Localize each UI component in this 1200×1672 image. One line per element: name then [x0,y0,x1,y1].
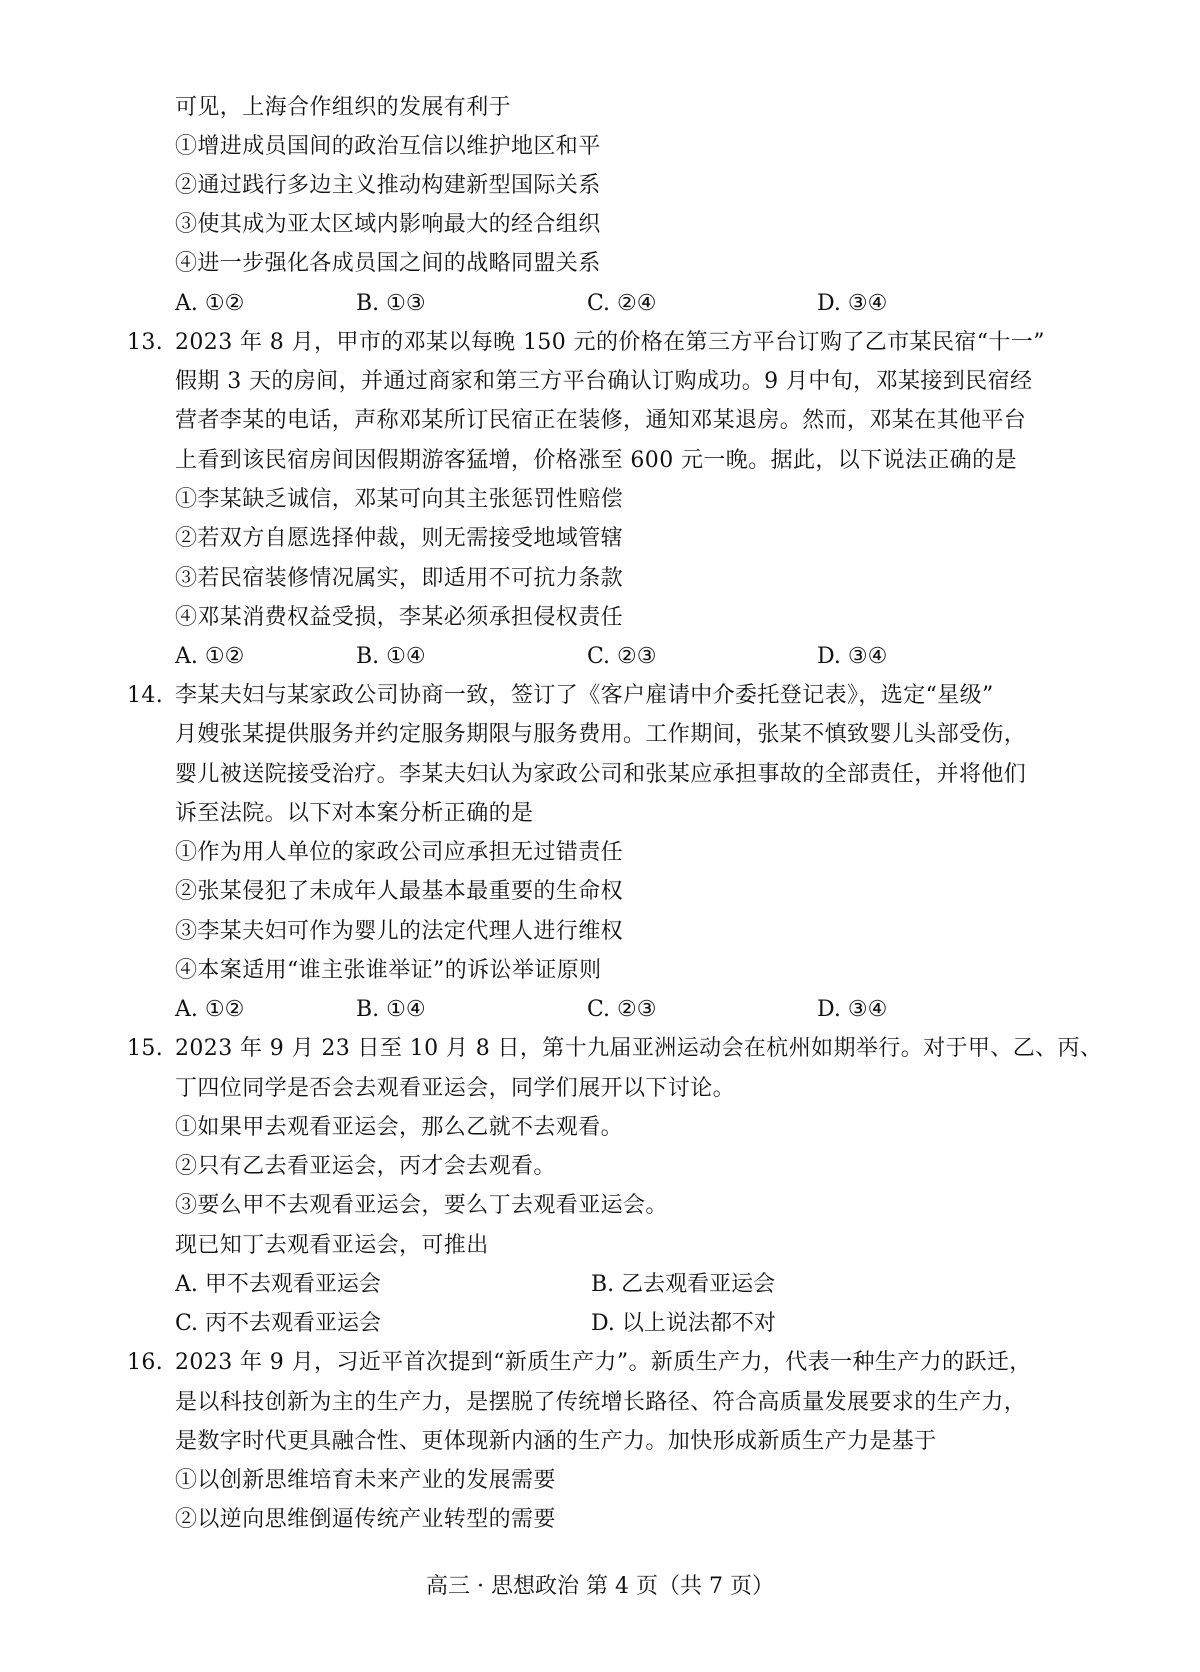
q14-option-d: D. ③④ [817,997,888,1022]
q14-stem-line-4: 诉至法院。以下对本案分析正确的是 [175,801,534,826]
q12-option-a: A. ①② [175,291,245,316]
q14-item-1: ①作为用人单位的家政公司应承担无过错责任 [175,840,624,865]
q16-stem-line-3: 是数字时代更具融合性、更体现新内涵的生产力。加快形成新质生产力是基于 [175,1429,937,1454]
q12-stem: 可见，上海合作组织的发展有利于 [175,95,512,120]
q14-item-3: ③李某夫妇可作为婴儿的法定代理人进行维权 [175,919,624,944]
q13-item-1: ①李某缺乏诚信，邓某可向其主张惩罚性赔偿 [175,487,624,512]
q15-stem-line-1: 2023 年 9 月 23 日至 10 月 8 日，第十九届亚洲运动会在杭州如期举行。对于甲、乙、丙、 [175,1036,1103,1061]
q12-option-b: B. ①③ [356,291,426,316]
q15-option-d: D. 以上说法都不对 [591,1311,776,1336]
q16-item-2: ②以逆向思维倒逼传统产业转型的需要 [175,1507,556,1532]
q14-stem-line-3: 婴儿被送院接受治疗。李某夫妇认为家政公司和张某应承担事故的全部责任，并将他们 [175,762,1027,787]
q14-stem-line-2: 月嫂张某提供服务并约定服务期限与服务费用。工作期间，张某不慎致婴儿头部受伤， [175,722,1027,747]
q12-option-d: D. ③④ [817,291,888,316]
q16-item-1: ①以创新思维培育未来产业的发展需要 [175,1468,556,1493]
q15-conclusion: 现已知丁去观看亚运会，可推出 [175,1233,489,1258]
q15-option-b: B. 乙去观看亚运会 [591,1272,776,1297]
q13-stem-line-1: 2023 年 8 月，甲市的邓某以每晚 150 元的价格在第三方平台订购了乙市某民宿“十一” [175,330,1045,355]
q12-item-3: ③使其成为亚太区域内影响最大的经合组织 [175,212,601,237]
q14-item-2: ②张某侵犯了未成年人最基本最重要的生命权 [175,879,624,904]
q12-item-4: ④进一步强化各成员国之间的战略同盟关系 [175,251,601,276]
q13-item-3: ③若民宿装修情况属实，即适用不可抗力条款 [175,566,624,591]
q15-item-1: ①如果甲去观看亚运会，那么乙就不去观看。 [175,1115,624,1140]
q15-number: 15. [127,1036,164,1061]
q14-option-c: C. ②③ [587,997,657,1022]
q13-option-a: A. ①② [175,644,245,669]
q14-number: 14. [127,683,164,708]
q14-option-b: B. ①④ [356,997,426,1022]
q15-stem-line-2: 丁四位同学是否会去观看亚运会，同学们展开以下讨论。 [175,1076,736,1101]
q16-stem-line-1: 2023 年 9 月，习近平首次提到“新质生产力”。新质生产力，代表一种生产力的跃迁， [175,1350,1032,1375]
q13-stem-line-3: 营者李某的电话，声称邓某所订民宿正在装修，通知邓某退房。然而，邓某在其他平台 [175,408,1027,433]
q13-stem-line-2: 假期 3 天的房间，并通过商家和第三方平台确认订购成功。9 月中旬，邓某接到民宿经 [175,369,1033,394]
q13-option-b: B. ①④ [356,644,426,669]
q14-option-a: A. ①② [175,997,245,1022]
q12-option-c: C. ②④ [587,291,657,316]
q13-stem-line-4: 上看到该民宿房间因假期游客猛增，价格涨至 600 元一晚。据此，以下说法正确的是 [175,448,1017,473]
q16-stem-line-2: 是以科技创新为主的生产力，是摆脱了传统增长路径、符合高质量发展要求的生产力， [175,1390,1027,1415]
q15-option-c: C. 丙不去观看亚运会 [175,1311,382,1336]
q13-option-d: D. ③④ [817,644,888,669]
q14-item-4: ④本案适用“谁主张谁举证”的诉讼举证原则 [175,958,602,983]
q12-item-1: ①增进成员国间的政治互信以维护地区和平 [175,134,601,159]
q14-stem-line-1: 李某夫妇与某家政公司协商一致，签订了《客户雇请中介委托登记表》，选定“星级” [175,683,994,708]
page-footer: 高三 · 思想政治 第 4 页（共 7 页） [426,1574,774,1599]
q13-number: 13. [127,330,164,355]
q16-number: 16. [127,1350,164,1375]
q13-option-c: C. ②③ [587,644,657,669]
q15-option-a: A. 甲不去观看亚运会 [175,1272,381,1297]
q13-item-2: ②若双方自愿选择仲裁，则无需接受地域管辖 [175,526,624,551]
q13-item-4: ④邓某消费权益受损，李某必须承担侵权责任 [175,605,624,630]
q15-item-3: ③要么甲不去观看亚运会，要么丁去观看亚运会。 [175,1193,668,1218]
q12-item-2: ②通过践行多边主义推动构建新型国际关系 [175,173,601,198]
q15-item-2: ②只有乙去看亚运会，丙才会去观看。 [175,1154,556,1179]
